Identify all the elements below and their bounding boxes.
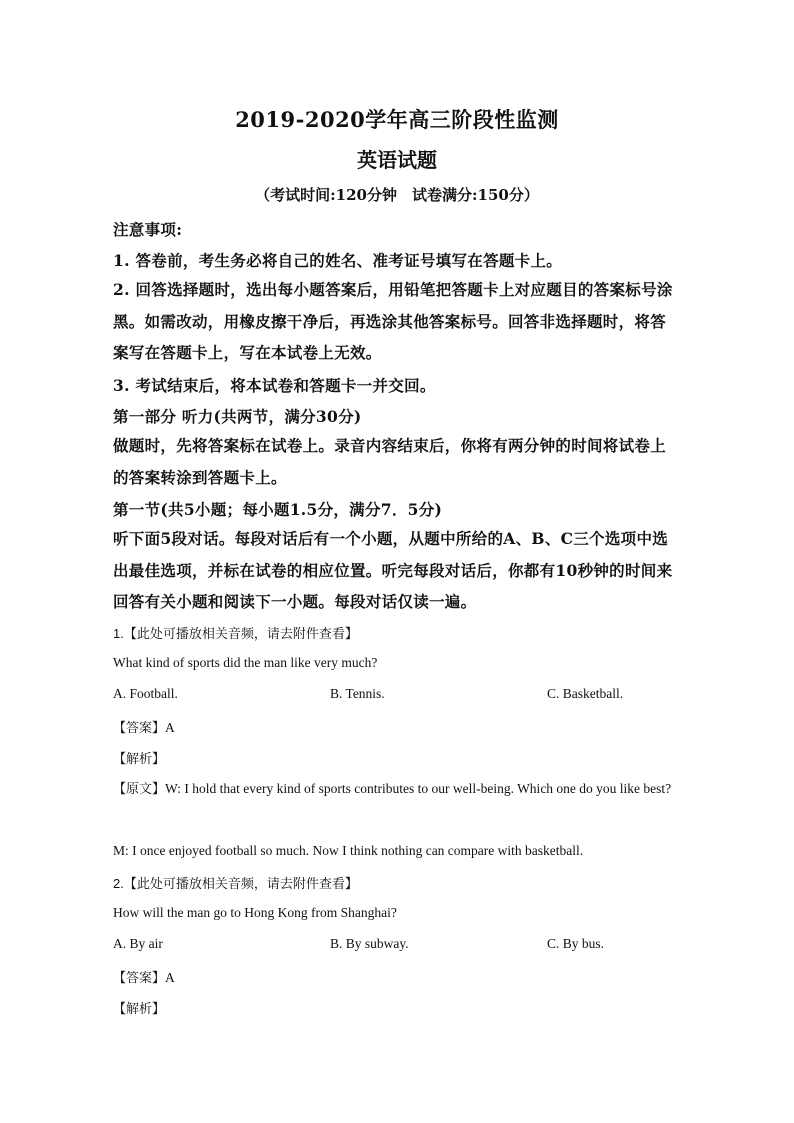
q1-audio-note: 1.【此处可播放相关音频，请去附件查看】 [113,626,358,641]
exam-title: 2019-2020学年高三阶段性监测 [235,107,559,132]
q2-option-a: A. By air [113,936,163,951]
q2-option-b: B. By subway. [330,936,409,951]
q1-answer-value: A [165,720,175,735]
part1-instruction: 做题时，先将答案标在试卷上。录音内容结束后，你将有两分钟的时间将试卷上的答案转涂到答题卡上。 [113,436,667,487]
q1-transcript-m: M: I once enjoyed football so much. Now I think nothing can compare with basketball. [113,843,584,858]
notice-item-1: 1. 答卷前，考生务必将自己的姓名、准考证号填写在答题卡上。 [113,251,563,270]
q1-transcript-w-text: W: I hold that every kind of sports contributes to our well-being. Which one do you like best? [165,781,672,796]
section1-heading: 第一节(共5小题；每小题1.5分，满分7．5分) [113,500,443,519]
exam-info: （考试时间:120分钟 试卷满分:150分） [255,186,539,204]
q1-analysis-label: 【解析】 [113,752,166,767]
q2-answer-label: 【答案】 [113,971,166,986]
subject-title: 英语试题 [357,148,437,172]
notice-item-3: 3. 考试结束后，将本试卷和答题卡一并交回。 [113,376,436,395]
q1-answer-label: 【答案】 [113,721,166,736]
q1-option-b: B. Tennis. [330,686,385,701]
q2-option-c: C. By bus. [547,936,605,951]
q1-text: What kind of sports did the man like very much? [113,655,378,670]
section1-instruction: 听下面5段对话。每段对话后有一个小题，从题中所给的A、B、C三个选项中选出最佳选项，并标在试卷的相应位置。听完每段对话后，你都有10秒钟的时间来回答有关小题和阅读下一小题。每段对话仅读一遍。 [113,529,673,611]
part1-heading: 第一部分 听力(共两节，满分30分) [113,407,362,426]
q1-answer [113,717,679,736]
q1-option-a: A. Football. [113,686,178,701]
notice-heading: 注意事项: [113,220,183,239]
q2-analysis-label: 【解析】 [113,1002,166,1017]
q1-transcript-label: 【原文】 [113,782,166,797]
q2-answer-value: A [165,970,175,985]
q2-answer [113,967,679,986]
notice-item-2: 2. 回答选择题时，选出每小题答案后，用铅笔把答题卡上对应题目的答案标号涂黑。如需改动，用橡皮擦干净后，再选涂其他答案标号。回答非选择题时，将答案写在答题卡上，写在本试卷上无效。 [113,280,673,362]
q2-text: How will the man go to Hong Kong from Shanghai? [113,905,397,920]
q1-option-c: C. Basketball. [547,686,624,701]
q2-audio-note: 2.【此处可播放相关音频，请去附件查看】 [113,876,358,891]
q1-transcript-w [113,773,679,805]
